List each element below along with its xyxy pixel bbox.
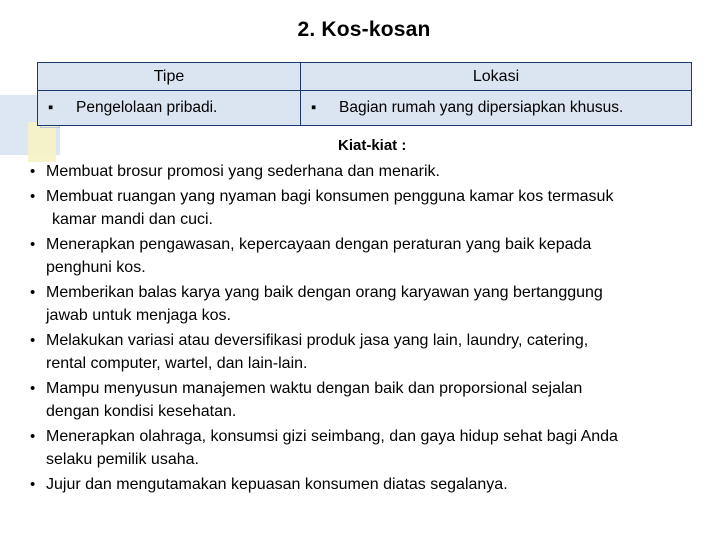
cell-lokasi: [301, 91, 692, 126]
cell-lokasi-text: Bagian rumah yang dipersiapkan khusus.: [339, 99, 624, 116]
list-item: • Menerapkan pengawasan, kepercayaan dengan peraturan yang baik kepada penghuni kos.: [30, 233, 720, 279]
bullet-icon: •: [30, 428, 36, 445]
list-item: • Jujur dan mengutamakan kepuasan konsumen diatas segalanya.: [30, 473, 720, 496]
kiat-heading: Kiat-kiat :: [338, 137, 407, 154]
list-item: • Mampu menyusun manajemen waktu dengan baik dan proporsional sejalan dengan kondisi kesehatan.: [30, 377, 720, 423]
table-header-row: [38, 63, 692, 91]
list-item: • Memberikan balas karya yang baik dengan orang karyawan yang bertanggung jawab untuk menjaga kos.: [30, 281, 720, 327]
kos-table: [37, 62, 692, 126]
bullet-icon: •: [30, 380, 36, 397]
list-item: • Melakukan variasi atau deversifikasi produk jasa yang lain, laundry, catering, rental computer, wartel, dan lain-lain.: [30, 329, 720, 375]
bullet-icon: •: [30, 163, 36, 180]
bullet-icon: •: [30, 236, 36, 253]
table-row: [38, 91, 692, 126]
list-item: • Membuat ruangan yang nyaman bagi konsumen pengguna kamar kos termasuk kamar mandi dan cuci.: [30, 185, 720, 231]
slide-title: 2. Kos-kosan: [297, 18, 431, 41]
list-item: • Membuat brosur promosi yang sederhana dan menarik.: [30, 160, 720, 183]
decorative-square-yellow: [28, 122, 56, 162]
bullet-icon: ▪: [48, 99, 54, 116]
cell-tipe-text: Pengelolaan pribadi.: [76, 99, 218, 116]
tips-list: [30, 160, 720, 498]
bullet-icon: •: [30, 188, 36, 205]
bullet-icon: •: [30, 476, 36, 493]
list-item: • Menerapkan olahraga, konsumsi gizi seimbang, dan gaya hidup sehat bagi Anda selaku pemilik usaha.: [30, 425, 720, 471]
header-lokasi: Lokasi: [301, 63, 692, 91]
cell-tipe: [38, 91, 301, 126]
bullet-icon: •: [30, 284, 36, 301]
bullet-icon: ▪: [311, 99, 317, 116]
header-tipe: Tipe: [38, 63, 301, 91]
bullet-icon: •: [30, 332, 36, 349]
